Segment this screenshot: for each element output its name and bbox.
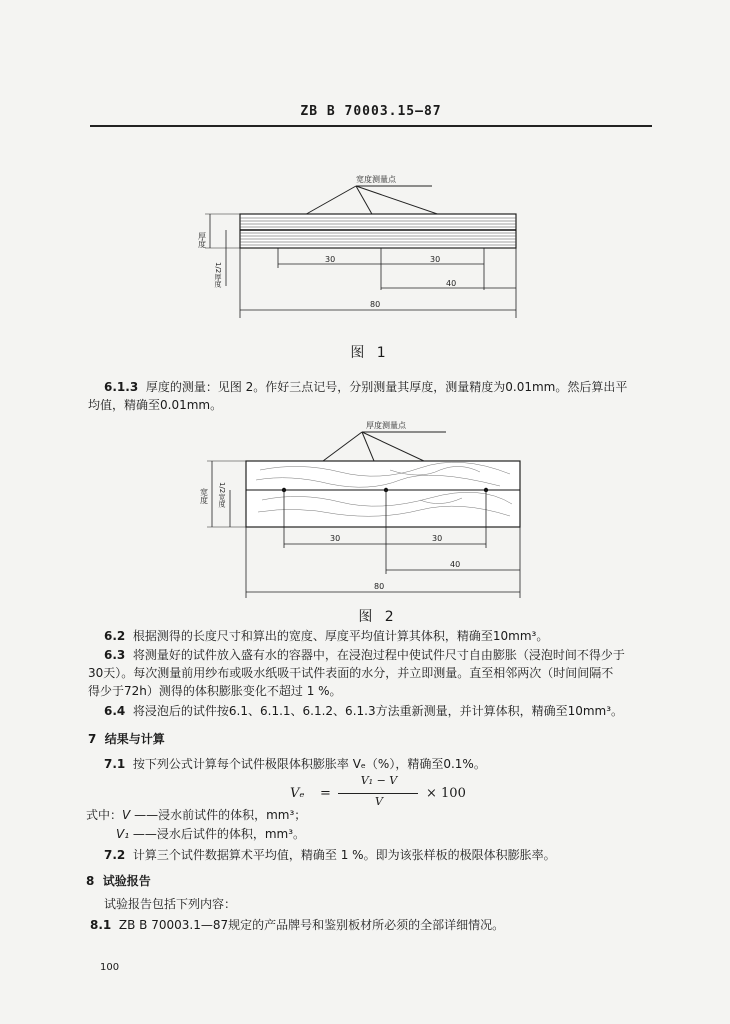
var2-desc: ——浸水后试件的体积，mm³。 [132, 827, 306, 841]
fig2-left-label-2: 1/2宽度 [218, 482, 226, 508]
section-8-heading [86, 872, 151, 889]
section-7-heading [88, 730, 165, 747]
section-8-1-num: 8.1 [90, 918, 112, 932]
fig1-left-label-2: 1/2厚度 [214, 262, 222, 288]
fig2-caption: 图 2 [358, 609, 398, 625]
fig1-caption: 图 1 [350, 345, 390, 361]
page-number: 100 [100, 962, 120, 973]
fig2-dim-30a: 30 [330, 534, 341, 543]
section-8-1 [90, 916, 660, 934]
section-6-3-num: 6.3 [104, 648, 126, 662]
section-6-2-num: 6.2 [104, 629, 126, 643]
fig1-dim-30a: 30 [325, 255, 336, 264]
section-8-title: 试验报告 [102, 874, 151, 888]
formula-numerator: V₁ − V [360, 774, 398, 787]
fig2-dim-30b: 30 [432, 534, 443, 543]
section-8-num: 8 [86, 874, 95, 888]
formula-denominator: V [375, 795, 383, 808]
var2-symbol: V₁ [116, 827, 130, 841]
section-6-2-text: 根据测得的长度尺寸和算出的宽度、厚度平均值计算其体积，精确至10mm³。 [132, 629, 549, 643]
section-7-title: 结果与计算 [104, 732, 165, 746]
section-6-3-line-2: 30天）。每次测量前用纱布或吸水纸吸干试件表面的水分，并立即测量。直至相邻两次（时间间隔不 [88, 666, 614, 680]
fig1-callout: 宽度测量点 [356, 175, 396, 184]
fig1-dim-30b: 30 [430, 255, 441, 264]
section-6-4 [104, 702, 664, 720]
section-8-intro: 试验报告包括下列内容： [104, 897, 237, 911]
section-6-3-line-1: 将测量好的试件放入盛有水的容器中，在浸泡过程中使试件尺寸自由膨胀（浸泡时间不得少于 [132, 648, 625, 662]
section-6-4-num: 6.4 [104, 704, 126, 718]
formula-multiplier: × 100 [426, 786, 466, 801]
section-6-3-line-3: 得少于72h）测得的体积膨胀变化不超过 1 %。 [88, 684, 342, 698]
where-line-1 [86, 806, 646, 824]
section-7-1-num: 7.1 [104, 757, 126, 771]
fig2-board [246, 461, 520, 527]
formula-eq: = [320, 786, 331, 801]
formula-lhs: Vₑ [290, 786, 305, 801]
var1-desc: ——浸水前试件的体积，mm³； [134, 808, 307, 822]
where-label: 式中： [86, 808, 123, 822]
fig1-dim-80: 80 [370, 300, 381, 309]
section-6-4-text: 将浸泡后的试件按6.1、6.1.1、6.1.2、6.1.3方法重新测量，并计算体积，精确至10mm³。 [132, 704, 624, 718]
fig2-callout: 厚度测量点 [366, 421, 406, 430]
where-line-2 [116, 825, 656, 843]
section-7-1-text: 按下列公式计算每个试件极限体积膨胀率 Vₑ（%），精确至0.1%。 [132, 757, 486, 771]
page-header: ZB B 70003.15—87 [300, 104, 442, 119]
section-7-1 [104, 755, 664, 773]
section-6-1-3-cont: 均值，精确至0.01mm。 [88, 398, 223, 412]
fig1-dim-40: 40 [446, 279, 457, 288]
fig2-dim-80: 80 [374, 582, 385, 591]
section-7-2 [104, 846, 664, 864]
section-7-2-text: 计算三个试件数据算术平均值，精确至 1 %。即为该张样板的极限体积膨胀率。 [132, 848, 556, 862]
formula-fraction-bar [338, 793, 418, 794]
section-6-1-3-text-1: 厚度的测量：见图 2。作好三点记号，分别测量其厚度，测量精度为0.01mm。然后算出平 [145, 380, 628, 394]
fig1-left-label-1: 厚度 [197, 232, 207, 248]
fig2-dim-40: 40 [450, 560, 461, 569]
fig2-left-label-1: 宽度 [199, 488, 209, 504]
section-6-2 [104, 627, 664, 645]
var1-symbol: V [122, 808, 131, 822]
section-7-num: 7 [88, 732, 97, 746]
section-7-2-num: 7.2 [104, 848, 126, 862]
section-8-1-text: ZB B 70003.1—87规定的产品牌号和鉴别板材所必须的全部详细情况。 [118, 918, 505, 932]
section-6-1-3-num: 6.1.3 [104, 380, 139, 394]
section-6-3 [104, 646, 664, 664]
